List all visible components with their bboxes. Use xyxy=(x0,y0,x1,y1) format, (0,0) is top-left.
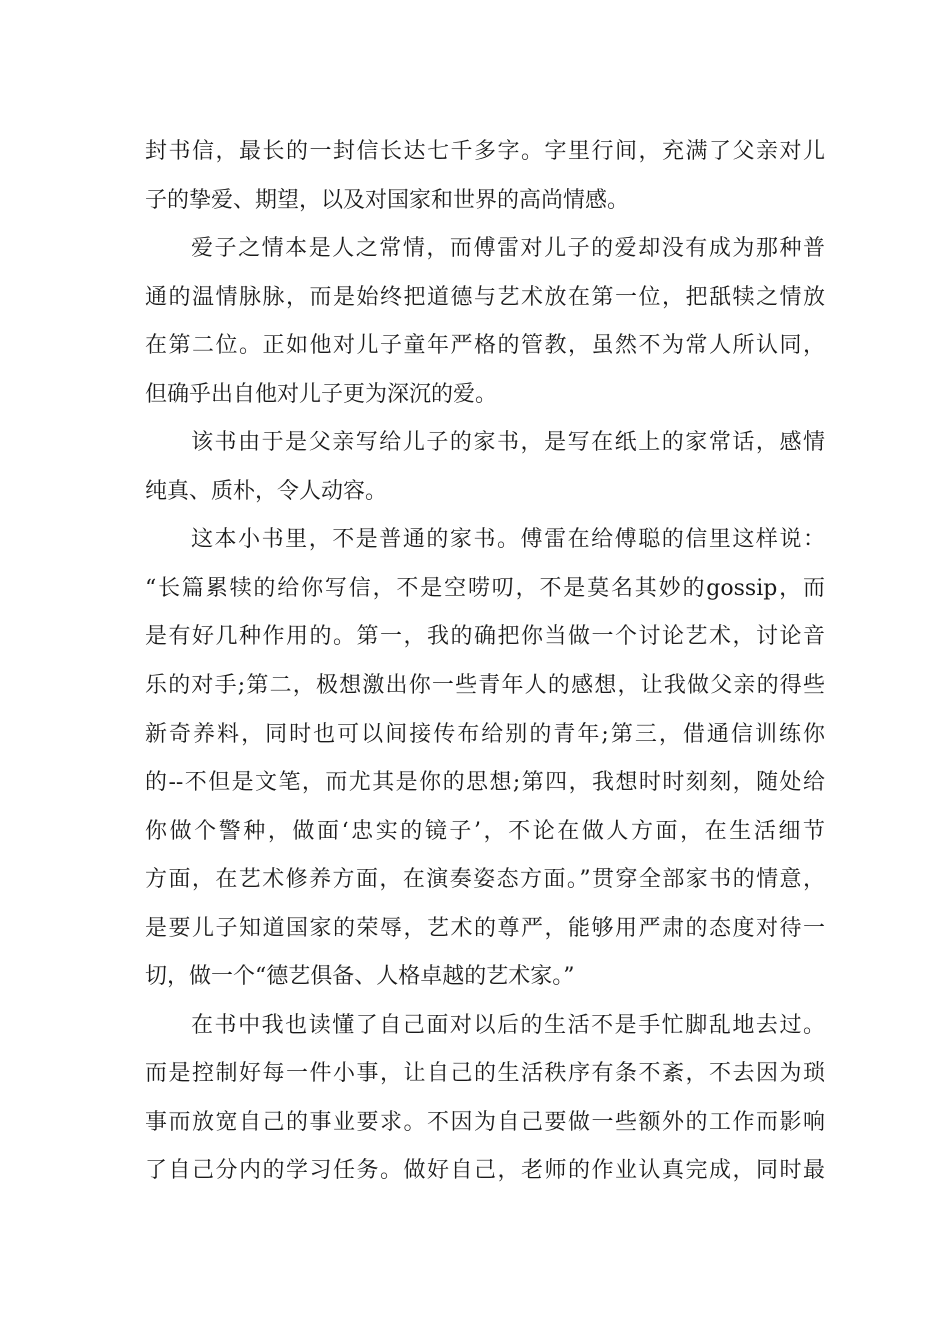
text-line: 是要儿子知道国家的荣辱，艺术的尊严，能够用严肃的态度对待一 xyxy=(145,915,825,941)
text-line: 纯真、质朴，令人动容。 xyxy=(145,478,388,504)
text-line: 在第二位。正如他对儿子童年严格的管教，虽然不为常人所认同， xyxy=(145,333,825,359)
text-line: 的--不但是文笔，而尤其是你的思想;第四，我想时时刻刻，随处给 xyxy=(145,770,825,796)
text-line: 爱子之情本是人之常情，而傅雷对儿子的爱却没有成为那种普 xyxy=(191,236,825,262)
text-line: 但确乎出自他对儿子更为深沉的爱。 xyxy=(145,381,498,407)
text-line: 是有好几种作用的。第一，我的确把你当做一个讨论艺术，讨论音 xyxy=(145,624,825,650)
text-line: 方面，在艺术修养方面，在演奏姿态方面。”贯穿全部家书的情意， xyxy=(145,867,825,893)
text-line: 你做个警种，做面‘忠实的镜子’，不论在做人方面，在生活细节 xyxy=(145,818,825,844)
text-line: 而是控制好每一件小事，让自己的生活秩序有条不紊，不去因为琐 xyxy=(145,1061,825,1087)
text-line: “长篇累犊的给你写信，不是空唠叨，不是莫名其妙的gossip，而 xyxy=(145,575,825,601)
text-line: 通的温情脉脉，而是始终把道德与艺术放在第一位，把舐犊之情放 xyxy=(145,284,825,310)
text-line: 乐的对手;第二，极想激出你一些青年人的感想，让我做父亲的得些 xyxy=(145,673,825,699)
text-line: 切，做一个“德艺俱备、人格卓越的艺术家。” xyxy=(145,964,575,990)
text-line: 新奇养料，同时也可以间接传布给别的青年;第三，借通信训练你 xyxy=(145,721,825,747)
text-line: 在书中我也读懂了自己面对以后的生活不是手忙脚乱地去过。 xyxy=(191,1012,825,1038)
text-line: 子的挚爱、期望，以及对国家和世界的高尚情感。 xyxy=(145,187,630,213)
text-line: 这本小书里，不是普通的家书。傅雷在给傅聪的信里这样说： xyxy=(191,527,825,553)
body-text xyxy=(145,128,825,1196)
text-line: 封书信，最长的一封信长达七千多字。字里行间，充满了父亲对儿 xyxy=(145,139,825,164)
text-line: 该书由于是父亲写给儿子的家书，是写在纸上的家常话，感情 xyxy=(191,430,825,456)
text-line: 事而放宽自己的事业要求。不因为自己要做一些额外的工作而影响 xyxy=(145,1109,825,1135)
text-line: 了自己分内的学习任务。做好自己，老师的作业认真完成，同时最 xyxy=(145,1158,825,1184)
